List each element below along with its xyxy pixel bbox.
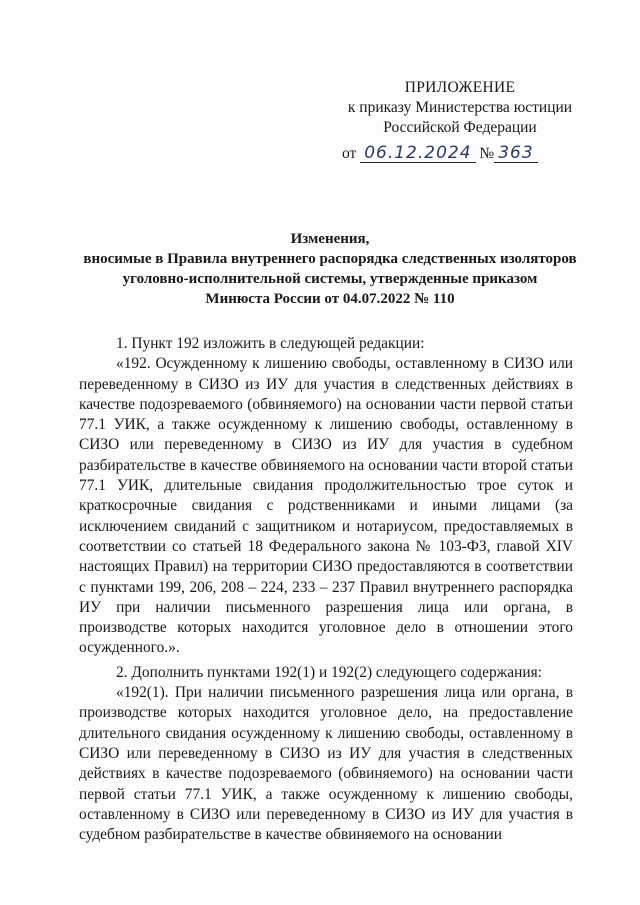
number-prefix: № — [479, 145, 495, 162]
appendix-country-line: Российской Федерации — [383, 119, 537, 136]
paragraph-4: «192(1). При наличии письменного разрешения лица или органа, в производстве которых находится уголовное дело, на предоставление длительного свидания осужденному к лишению свободы, оставленному в СИЗО или переведенному в СИЗО из ИУ для участия в следственных действиях в качестве подозреваемого (обвиняемого) на основании части первой статьи 77.1 УИК, а также осужденному к лишению свободы, оставленному в СИЗО или переведенному в СИЗО из ИУ для участия в судебном разбирательстве в качестве обвиняемого на основании — [79, 684, 573, 844]
heading-line-3: уголовно-исполнительной системы, утвержденные приказом — [122, 271, 538, 287]
appendix-date-line — [340, 144, 580, 164]
appendix-header — [340, 78, 580, 164]
document-body — [79, 334, 573, 845]
handwritten-date: 06.12.2024 — [360, 145, 475, 163]
document-heading — [60, 229, 600, 309]
handwritten-number: 363 — [494, 145, 537, 163]
appendix-title: ПРИЛОЖЕНИЕ — [404, 79, 516, 96]
date-prefix: от — [342, 145, 357, 162]
appendix-order-line: к приказу Министерства юстиции — [347, 99, 573, 116]
paragraph-2: «192. Осужденному к лишению свободы, оставленному в СИЗО или переведенному в СИЗО из ИУ для участия в следственных действиях в качестве подозреваемого (обвиняемого) на основании части первой статьи 77.1 УИК, а также осужденному к лишению свободы, оставленному в СИЗО или переведенному в СИЗО из ИУ для участия в судебном разбирательстве в качестве обвиняемого на основании части второй статьи 77.1 УИК, длительные свидания продолжительностью трое суток и краткосрочные свидания с родственниками и иными лицами (за исключением свиданий с защитником и нотариусом, предоставляемых в соответствии со статьей 18 Федерального закона № 103-ФЗ, главой XIV настоящих Правил) на территории СИЗО предоставляются в соответствии с пунктами 199, 206, 208 – 224, 233 – 237 Правил внутреннего распорядка ИУ при наличии письменного разрешения лица или органа, в производстве которых находится уголовное дело в отношении этого осужденного.». — [79, 355, 573, 657]
heading-line-4: Минюста России от 04.07.2022 № 110 — [205, 291, 455, 307]
heading-line-1: Изменения, — [290, 231, 370, 247]
heading-line-2: вносимые в Правила внутреннего распорядка следственных изоляторов — [83, 251, 577, 267]
paragraph-1: 1. Пункт 192 изложить в следующей редакции: — [116, 335, 425, 352]
paragraph-3: 2. Дополнить пунктами 192(1) и 192(2) следующего содержания: — [116, 663, 542, 681]
